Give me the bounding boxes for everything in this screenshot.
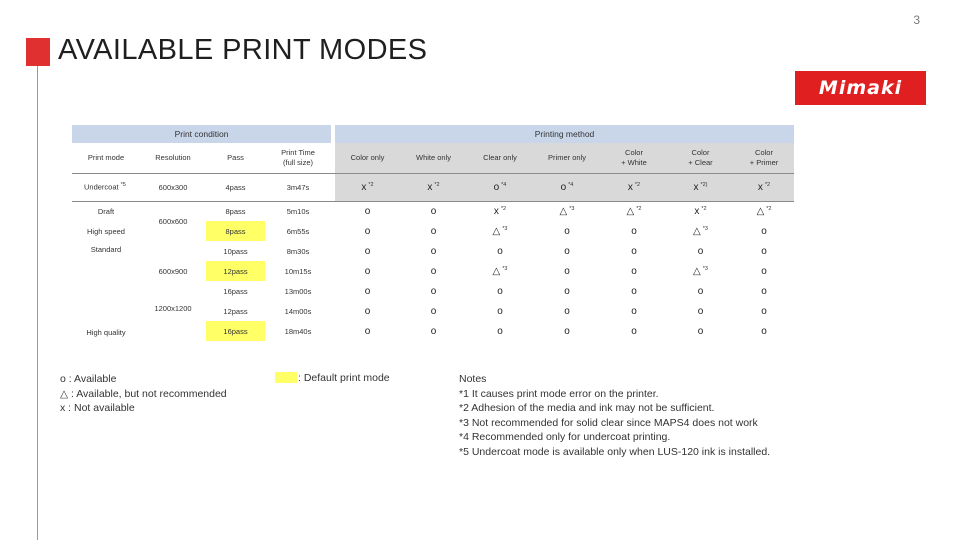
availability-symbol: o [430,305,437,317]
method-cell [467,321,533,341]
method-cell [667,241,734,261]
availability-symbol: o [697,285,704,297]
availability-symbol: △ [492,265,501,277]
availability-symbol: o [430,265,437,277]
availability-symbol: o [631,225,637,237]
legend-available: o : Available [60,373,117,385]
availability-symbol: o [364,265,371,277]
pass-cell: 12pass [223,306,248,316]
availability-symbol: o [430,205,437,217]
footnote-ref: *2) [700,182,708,188]
method-cell [667,321,734,341]
footnote-ref: *2 [764,182,771,188]
header-white-only: White only [400,143,467,173]
method-cell [601,261,667,281]
print-time-cell: 8m30s [286,246,310,256]
method-cell [734,281,794,301]
availability-symbol: o [761,325,767,337]
resolution-600x600: 600x600 [158,216,188,226]
footnote-ref: *2 [636,206,642,213]
notes-heading: Notes [459,373,487,385]
title-accent-bar [26,38,50,66]
availability-symbol: △ [693,265,701,277]
mode-undercoat-label: Undercoat [84,182,119,192]
method-cell [467,173,533,201]
header-color-white [601,143,667,173]
footnote-ref: *3 [569,206,575,213]
method-cell [533,281,601,301]
header-color-clear-line1: Color [691,147,710,157]
method-cell [667,281,734,301]
pass-cell: 8pass [206,221,265,241]
mode-undercoat-footnote: *5 [120,182,126,189]
note-item: *1 It causes print mode error on the printer. [459,387,659,400]
method-cell [533,241,601,261]
left-divider [37,66,38,540]
default-mode-label: : Default print mode [298,372,390,384]
method-cell [734,221,794,241]
availability-symbol: o [564,305,570,317]
availability-symbol: o [497,245,503,257]
availability-symbol: o [364,225,371,237]
availability-symbol: o [761,265,767,277]
mode-standard: Standard [90,245,122,254]
print-time-cell: 18m40s [284,326,312,336]
note-item: *5 Undercoat mode is available only when LUS-120 ink is installed. [459,445,771,458]
method-cell [734,201,794,221]
footnote-ref: *2 [766,206,772,213]
method-cell [601,301,667,321]
method-cell [400,241,467,261]
footnote-ref: *2 [701,206,707,213]
method-cell [400,281,467,301]
header-pass: Pass [206,143,265,173]
print-time-cell: 14m00s [284,306,312,316]
pass-cell: 12pass [206,261,265,281]
availability-symbol: o [497,325,503,337]
header-primer-only: Primer only [533,143,601,173]
resolution-1200x1200: 1200x1200 [154,304,192,313]
page-number: 3 [913,13,920,27]
mimaki-logo [795,71,926,105]
availability-symbol: o [497,305,503,317]
header-color-only: Color only [335,143,400,173]
print-time-cell: 13m00s [284,286,312,296]
method-cell [400,221,467,241]
header-print-time-line2: (full size) [282,157,313,167]
method-cell [335,201,400,221]
availability-symbol: o [497,285,503,297]
footnote-ref: *3 [702,226,708,232]
note-item: *2 Adhesion of the media and ink may not be sufficient. [459,402,715,414]
mode-draft: Draft [97,206,115,216]
footnote-ref: *3 [702,266,708,272]
symbol-legend [60,372,227,416]
availability-symbol: o [364,205,371,217]
mode-high-quality: High quality [86,328,126,337]
resolution-600x900: 600x900 [158,266,188,276]
availability-symbol: o [631,285,637,297]
column-header-row [72,143,794,173]
method-cell [335,241,400,261]
footnote-ref: *4 [501,182,507,188]
method-cell [467,201,533,221]
availability-symbol: o [631,325,637,337]
method-cell [533,173,601,201]
method-cell [734,241,794,261]
availability-symbol: o [564,225,570,237]
header-print-time-line1: Print Time [281,147,315,157]
availability-symbol: △ [559,205,568,217]
page-title: AVAILABLE PRINT MODES [58,34,428,66]
method-cell [667,173,734,201]
availability-symbol: o [631,245,637,257]
method-cell [400,301,467,321]
method-cell [601,201,667,221]
header-color-primer-line2: + Primer [749,157,779,167]
method-cell [533,261,601,281]
legend-not-recommended: △ : Available, but not recommended [60,387,227,400]
group-printing-method: Printing method [335,125,794,143]
pass-cell: 16pass [206,321,265,341]
footnote-ref: *2 [634,182,641,188]
default-mode-swatch [275,372,297,383]
availability-symbol: o [430,285,437,297]
method-cell [601,321,667,341]
availability-symbol: o [697,245,704,257]
method-cell [335,173,400,201]
method-cell [467,261,533,281]
availability-symbol: x [757,181,763,193]
header-color-clear [667,143,734,173]
header-print-time [265,143,331,173]
availability-symbol: x [427,181,433,193]
method-cell [601,241,667,261]
print-time-cell: 10m15s [284,266,312,276]
availability-symbol: o [761,225,767,237]
availability-symbol: x [693,181,699,193]
availability-symbol: o [430,225,437,237]
availability-symbol: x [493,205,499,217]
print-modes-table [72,125,794,341]
availability-symbol: o [364,305,371,317]
method-cell [335,301,400,321]
print-time-cell: 5m10s [286,206,310,216]
method-cell [400,261,467,281]
availability-symbol: o [697,305,704,317]
availability-symbol: o [364,285,371,297]
method-cell [667,221,734,241]
note-item: *4 Recommended only for undercoat printing. [459,431,671,443]
footnote-ref: *2 [368,182,374,188]
availability-symbol: o [564,265,570,277]
availability-symbol: o [564,245,570,257]
header-color-clear-line2: + Clear [688,157,713,167]
availability-symbol: o [761,285,767,297]
method-cell [467,281,533,301]
group-print-condition: Print condition [72,125,331,143]
method-cell [400,201,467,221]
method-cell [467,241,533,261]
header-clear-only: Clear only [467,143,533,173]
method-cell [667,301,734,321]
pass-cell: 10pass [223,246,248,256]
print-time-cell: 6m55s [286,226,310,236]
notes-section [459,372,770,459]
availability-symbol: x [627,181,633,193]
method-cell [533,301,601,321]
method-cell [601,281,667,301]
footnote-ref: *3 [502,226,508,232]
footnote-ref: *4 [568,182,574,188]
header-print-mode: Print mode [72,143,140,173]
print-time-cell: 3m47s [265,173,331,201]
method-cell [601,173,667,201]
header-resolution: Resolution [140,143,206,173]
availability-symbol: o [560,181,567,193]
method-cell [533,221,601,241]
method-cell [335,281,400,301]
mode-high-speed: High speed [87,226,125,236]
method-cell [667,261,734,281]
note-item: *3 Not recommended for solid clear since MAPS4 does not work [459,416,758,429]
availability-symbol: o [493,181,500,193]
method-cell [667,201,734,221]
availability-symbol: o [631,265,637,277]
method-cell [400,173,467,201]
pass-cell: 16pass [223,286,248,296]
method-cell [335,221,400,241]
method-cell [601,221,667,241]
method-cell [734,261,794,281]
pass-cell: 4pass [206,173,265,201]
method-cell [335,261,400,281]
method-cell [734,321,794,341]
method-cell [467,301,533,321]
header-color-white-line2: + White [621,157,647,167]
availability-symbol: △ [626,205,635,217]
method-cell [734,173,794,201]
availability-symbol: o [364,245,371,257]
availability-symbol: o [631,305,637,317]
availability-symbol: o [364,325,371,337]
method-cell [335,321,400,341]
availability-symbol: o [430,245,437,257]
group-header-row [72,125,794,143]
header-color-primer-line1: Color [755,147,773,157]
availability-symbol: △ [492,225,501,237]
availability-symbol: o [430,325,437,337]
legend-not-available: x : Not available [60,402,135,414]
footnote-ref: *3 [502,266,508,272]
method-cell [400,321,467,341]
footnote-ref: *2 [434,182,440,188]
method-cell [533,201,601,221]
header-color-white-line1: Color [625,147,643,157]
availability-symbol: o [761,305,767,317]
availability-symbol: x [361,181,367,193]
mode-undercoat [72,173,140,201]
availability-symbol: o [697,325,704,337]
pass-cell: 8pass [225,206,246,216]
availability-symbol: x [694,205,700,217]
resolution-600x300: 600x300 [140,173,206,201]
availability-symbol: o [564,285,570,297]
footnote-ref: *2 [500,206,507,213]
method-cell [467,221,533,241]
table-row [72,173,794,201]
availability-symbol: o [564,325,570,337]
availability-symbol: △ [693,225,701,237]
method-cell [734,301,794,321]
table-row [72,241,794,261]
logo-text: Mimaki [818,77,903,99]
table-row [72,301,794,321]
header-color-primer [734,143,794,173]
availability-symbol: o [761,245,767,257]
availability-symbol: △ [756,205,765,217]
table-row [72,201,794,221]
method-cell [533,321,601,341]
